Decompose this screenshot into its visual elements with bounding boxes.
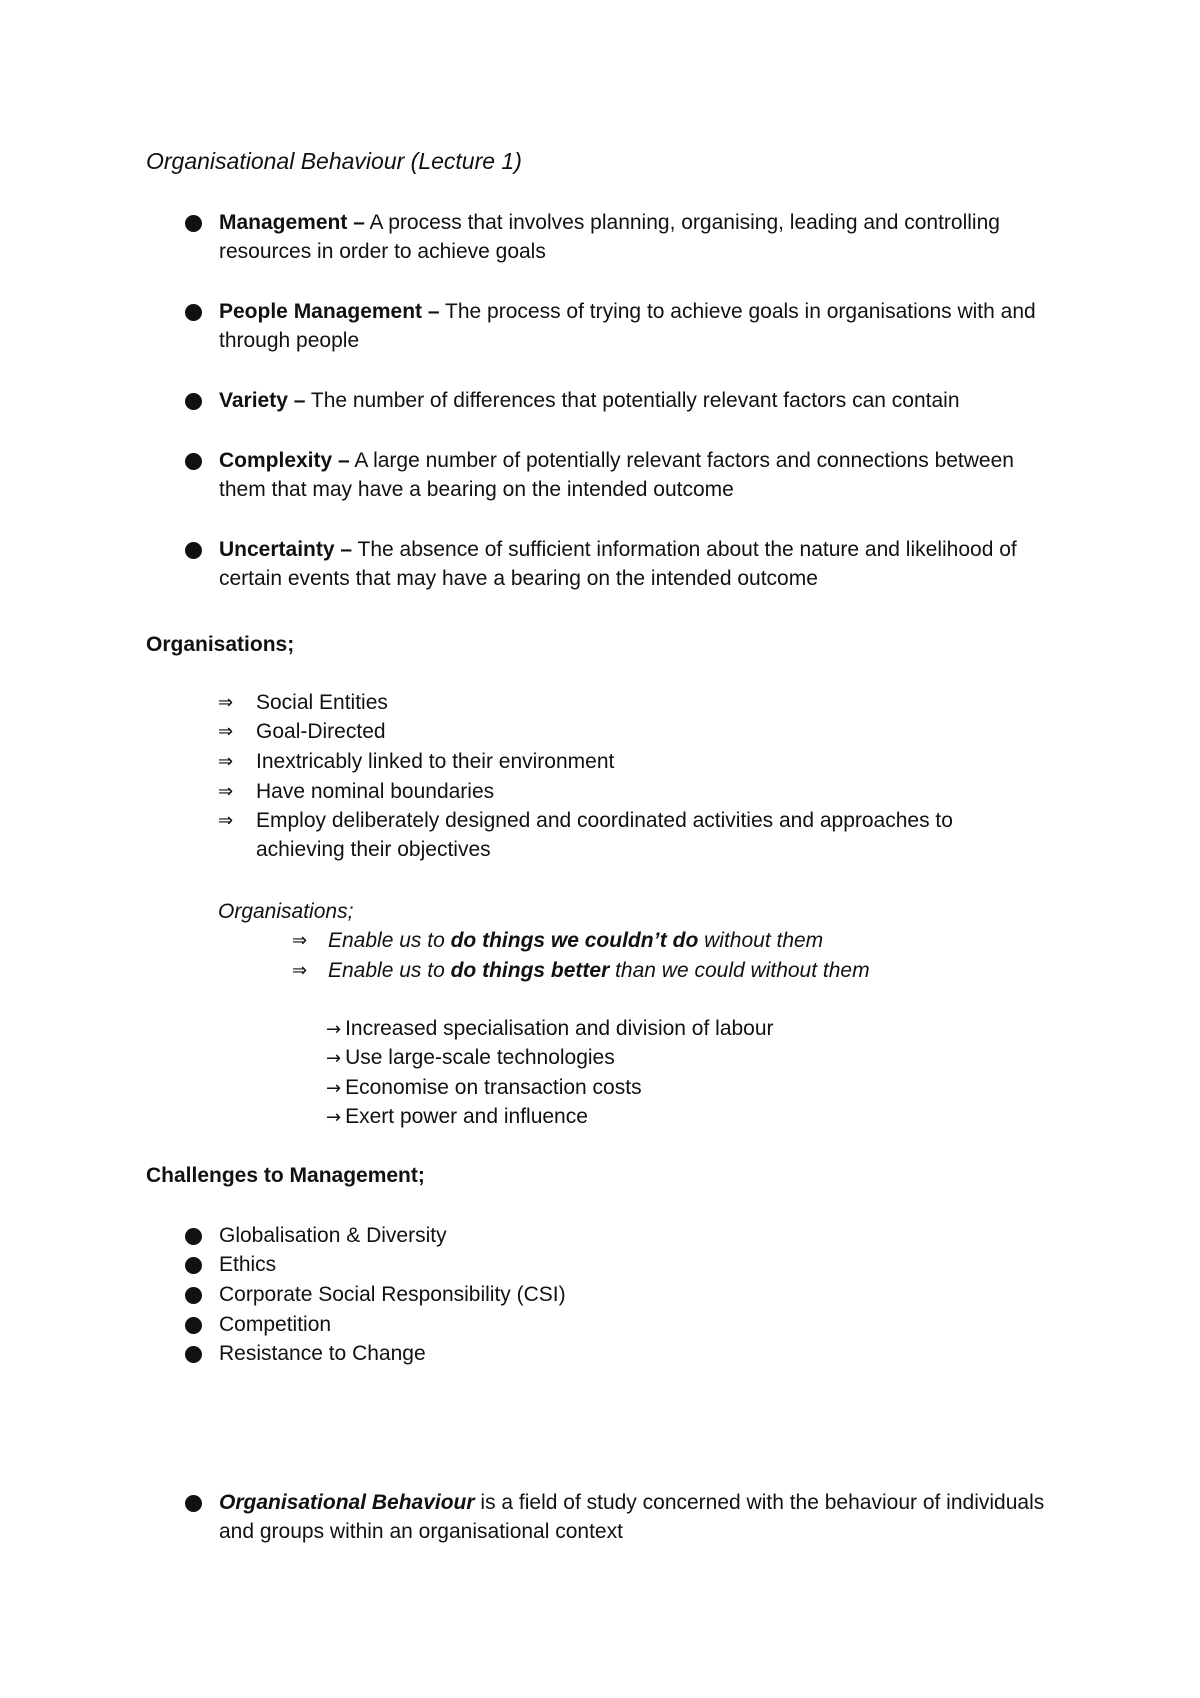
benefit-item: → Use large-scale technologies [326,1046,615,1069]
organisation-characteristic: ⇒ Employ deliberately designed and coordinated activities and approaches to achieving their objectives [218,806,1038,864]
organisation-characteristic: ⇒ Social Entities [218,688,1038,717]
definition-term: Management – [219,211,365,234]
bullet-icon [185,1287,202,1304]
bullet-icon [185,215,202,232]
definition-text: A large number of potentially relevant factors and connections between them that may have a bearing on the intended outcome [219,449,1014,501]
definition-text: The number of differences that potentially relevant factors can contain [305,389,960,412]
definition-variety [185,386,1065,415]
bullet-icon [185,1317,202,1334]
double-arrow-icon: ⇒ [218,751,234,772]
right-arrow-icon: → [326,1107,342,1128]
definition-text: The process of trying to achieve goals in organisations with and through people [219,300,1036,352]
enable-point: ⇒ Enable us to do things better than we could without them [292,956,992,985]
definition-management [185,208,1065,266]
definition-text: is a field of study concerned with the behaviour of individuals and groups within an organisational context [219,1491,1045,1543]
definition-text: The absence of sufficient information about the nature and likelihood of certain events that may have a bearing on the intended outcome [219,538,1017,590]
challenge-item: Globalisation & Diversity [185,1221,1065,1250]
organisations-heading: Organisations; [146,633,295,656]
double-arrow-icon: ⇒ [292,960,308,981]
enable-point: ⇒ Enable us to do things we couldn’t do without them [292,926,992,955]
bullet-icon [185,1257,202,1274]
double-arrow-icon: ⇒ [218,721,234,742]
definition-complexity [185,446,1065,504]
bullet-icon [185,1228,202,1245]
organisation-characteristic: ⇒ Have nominal boundaries [218,777,1038,806]
double-arrow-icon: ⇒ [218,692,234,713]
organisations-subheading: Organisations; [218,900,354,923]
double-arrow-icon: ⇒ [218,810,234,831]
right-arrow-icon: → [326,1078,342,1099]
definition-text: A process that involves planning, organising, leading and controlling resources in order to achieve goals [219,211,1000,263]
bullet-icon [185,542,202,559]
organisation-characteristic: ⇒ Inextricably linked to their environment [218,747,1038,776]
bullet-icon [185,304,202,321]
definition-term: Organisational Behaviour [219,1491,475,1514]
bullet-icon [185,1495,202,1512]
challenge-item: Competition [185,1310,1065,1339]
double-arrow-icon: ⇒ [292,930,308,951]
definition-term: Complexity – [219,449,350,472]
benefit-item: → Economise on transaction costs [326,1076,642,1099]
bullet-icon [185,393,202,410]
double-arrow-icon: ⇒ [218,781,234,802]
definition-term: Uncertainty – [219,538,353,561]
definition-term: Variety – [219,389,306,412]
right-arrow-icon: → [326,1019,342,1040]
page-title: Organisational Behaviour (Lecture 1) [146,148,522,174]
definition-uncertainty [185,535,1065,593]
benefit-item: → Increased specialisation and division of labour [326,1017,774,1040]
organisational-behaviour-definition [185,1488,1065,1546]
challenges-heading: Challenges to Management; [146,1164,425,1187]
challenge-item: Resistance to Change [185,1339,1065,1368]
bullet-icon [185,453,202,470]
definition-people-management [185,297,1065,355]
right-arrow-icon: → [326,1048,342,1069]
benefit-item: → Exert power and influence [326,1105,588,1128]
definition-term: People Management – [219,300,440,323]
bullet-icon [185,1346,202,1363]
challenge-item: Corporate Social Responsibility (CSI) [185,1280,1065,1309]
organisation-characteristic: ⇒ Goal-Directed [218,717,1038,746]
challenge-item: Ethics [185,1250,1065,1279]
